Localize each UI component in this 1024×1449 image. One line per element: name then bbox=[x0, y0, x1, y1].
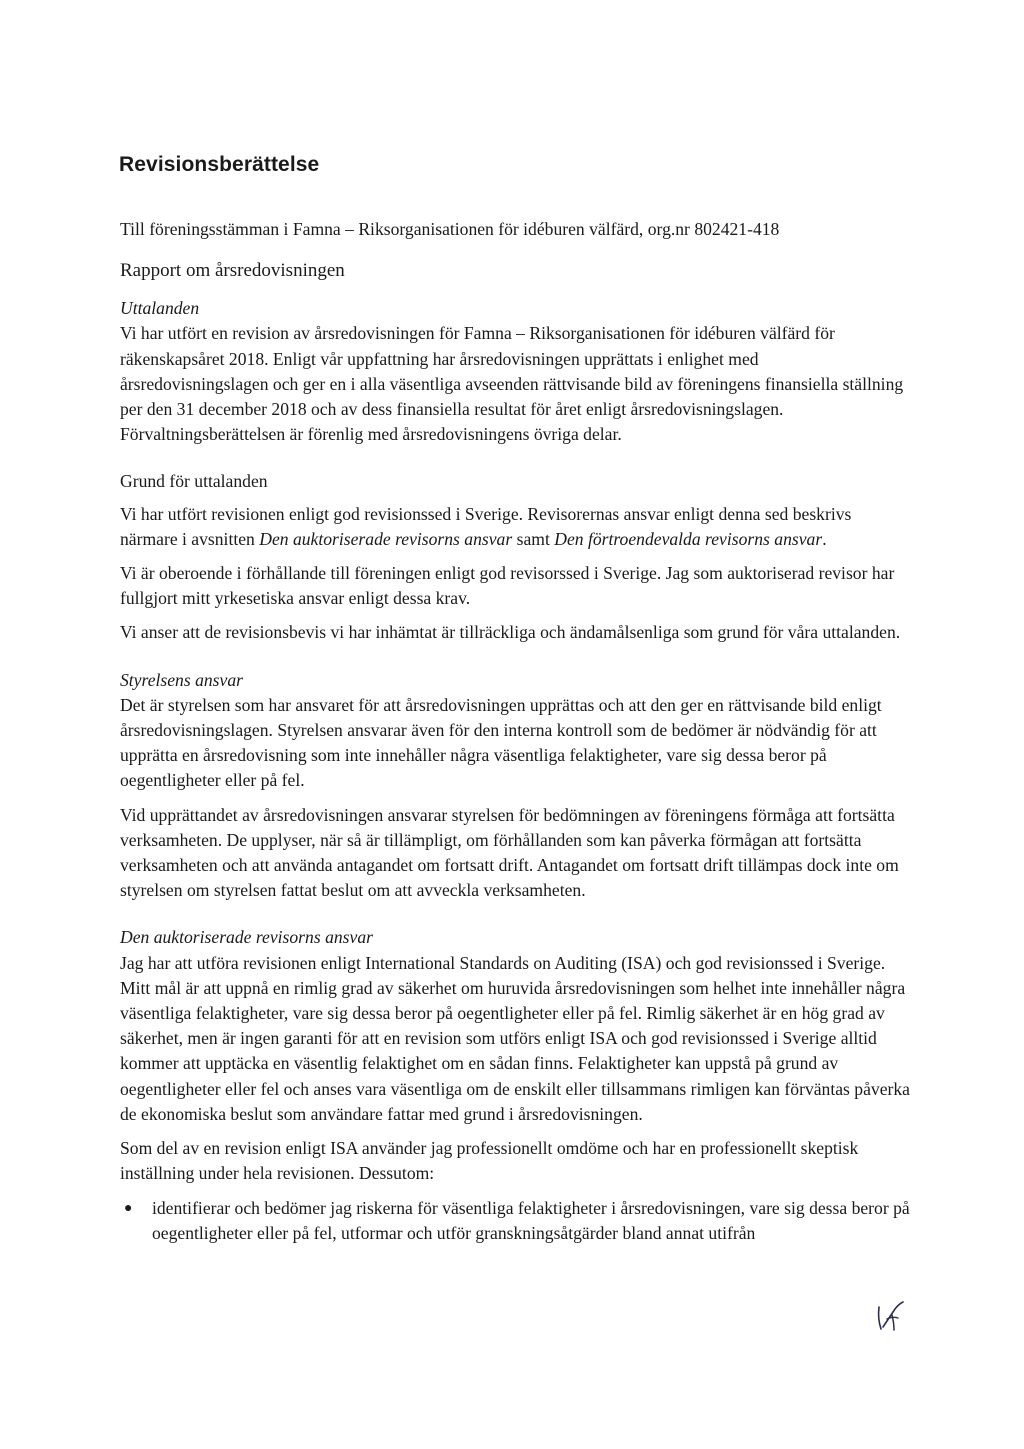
list-item-text: identifierar och bedömer jag riskerna för väsentliga felaktigheter i årsredovisningen, vare sig dessa beror på oegentligheter eller på fel, utformar och utför granskningsåtgärder bland annat utifrån bbox=[152, 1197, 910, 1243]
grund-paragraph-2: Vi är oberoende i förhållande till föreningen enligt god revisorssed i Sverige. Jag som auktoriserad revisor har fullgjort mitt yrkesetiska ansvar enligt dessa krav. bbox=[120, 563, 895, 609]
section-heading-revisor: Den auktoriserade revisorns ansvar bbox=[120, 927, 373, 948]
addressee-line: Till föreningsstämman i Famna – Riksorganisationen för idéburen välfärd, org.nr 802421-418 bbox=[120, 219, 780, 239]
grund-p1-reference-fortroendevalda: Den förtroendevalda revisorns ansvar bbox=[554, 528, 823, 549]
grund-p1-end: . bbox=[822, 528, 827, 549]
revisor-paragraph-1: Jag har att utföra revisionen enligt International Standards on Auditing (ISA) och god revisionssed i Sverige. Mitt mål är att uppnå en rimlig grad av säkerhet om huruvida årsredovisningen som helhet inte innehåller några väsentliga felaktigheter, vare sig dessa beror på oegentligheter eller på fel. Rimlig säkerhet är en hög grad av säkerhet, men är ingen garanti för att en revision som utförs enligt ISA och god revisionssed i Sverige alltid kommer att upptäcka en väsentlig felaktighet om en sådan finns. Felaktigheter kan uppstå på grund av oegentligheter eller fel och anses vara väsentliga om de enskilt eller tillsammans rimligen kan förväntas påverka de ekonomiska beslut som användare fattar med grund i årsredovisningen. bbox=[120, 952, 910, 1124]
styrelsen-paragraph-2: Vid upprättandet av årsredovisningen ansvarar styrelsen för bedömningen av föreningens förmåga att fortsätta verksamheten. De upplyser, när så är tillämpligt, om förhållanden som kan påverka förmågan att fortsätta verksamheten och att använda antagandet om fortsatt drift. Antagandet om fortsatt drift tillämpas dock inte om styrelsen om styrelsen fattat beslut om att avveckla verksamheten. bbox=[120, 804, 899, 901]
grund-p1-connector: samt bbox=[512, 528, 555, 549]
grund-p1-reference-auktoriserade: Den auktoriserade revisorns ansvar bbox=[259, 528, 513, 549]
report-heading: Rapport om årsredovisningen bbox=[120, 260, 345, 282]
section-heading-uttalanden: Uttalanden bbox=[120, 298, 200, 319]
grund-p1-text: Vi har utfört revisionen enligt god revisionssed i Sverige. Revisorernas ansvar enligt denna sed beskrivs närmare i avsnitten bbox=[120, 503, 852, 549]
section-heading-styrelsen: Styrelsens ansvar bbox=[120, 669, 243, 690]
revisor-bullet-list bbox=[120, 1196, 910, 1246]
document-body bbox=[120, 217, 910, 1246]
uttalanden-paragraph: Vi har utfört en revision av årsredovisningen för Famna – Riksorganisationen för idéburen välfärd för räkenskapsåret 2018. Enligt vår uppfattning har årsredovisningen upprättats i enlighet med årsredovisningslagen och ger en i alla väsentliga avseenden rättvisande bild av föreningens finansiella ställning per den 31 december 2018 och av dess finansiella resultat för året enligt årsredovisningslagen. Förvaltningsberättelsen är förenlig med årsredovisningens övriga delar. bbox=[120, 323, 904, 445]
list-item bbox=[120, 1196, 910, 1246]
section-heading-grund: Grund för uttalanden bbox=[120, 471, 268, 492]
grund-paragraph-3: Vi anser att de revisionsbevis vi har inhämtat är tillräckliga och ändamålsenliga som grund för våra uttalanden. bbox=[120, 622, 901, 643]
handwritten-initials bbox=[875, 1297, 905, 1331]
document-title: Revisionsberättelse bbox=[119, 153, 320, 176]
bullet-icon: ● bbox=[124, 1200, 133, 1216]
revisor-paragraph-2: Som del av en revision enligt ISA använder jag professionellt omdöme och har en professionellt skeptisk inställning under hela revisionen. Dessutom: bbox=[120, 1138, 859, 1184]
grund-paragraph-1 bbox=[120, 502, 910, 552]
styrelsen-paragraph-1: Det är styrelsen som har ansvaret för att årsredovisningen upprättas och att den ger en rättvisande bild enligt årsredovisningslagen. Styrelsen ansvarar även för den interna kontroll som de bedömer är nödvändig för att upprätta en årsredovisning som inte innehåller några väsentliga felaktigheter, vare sig dessa beror på oegentligheter eller på fel. bbox=[120, 694, 882, 791]
